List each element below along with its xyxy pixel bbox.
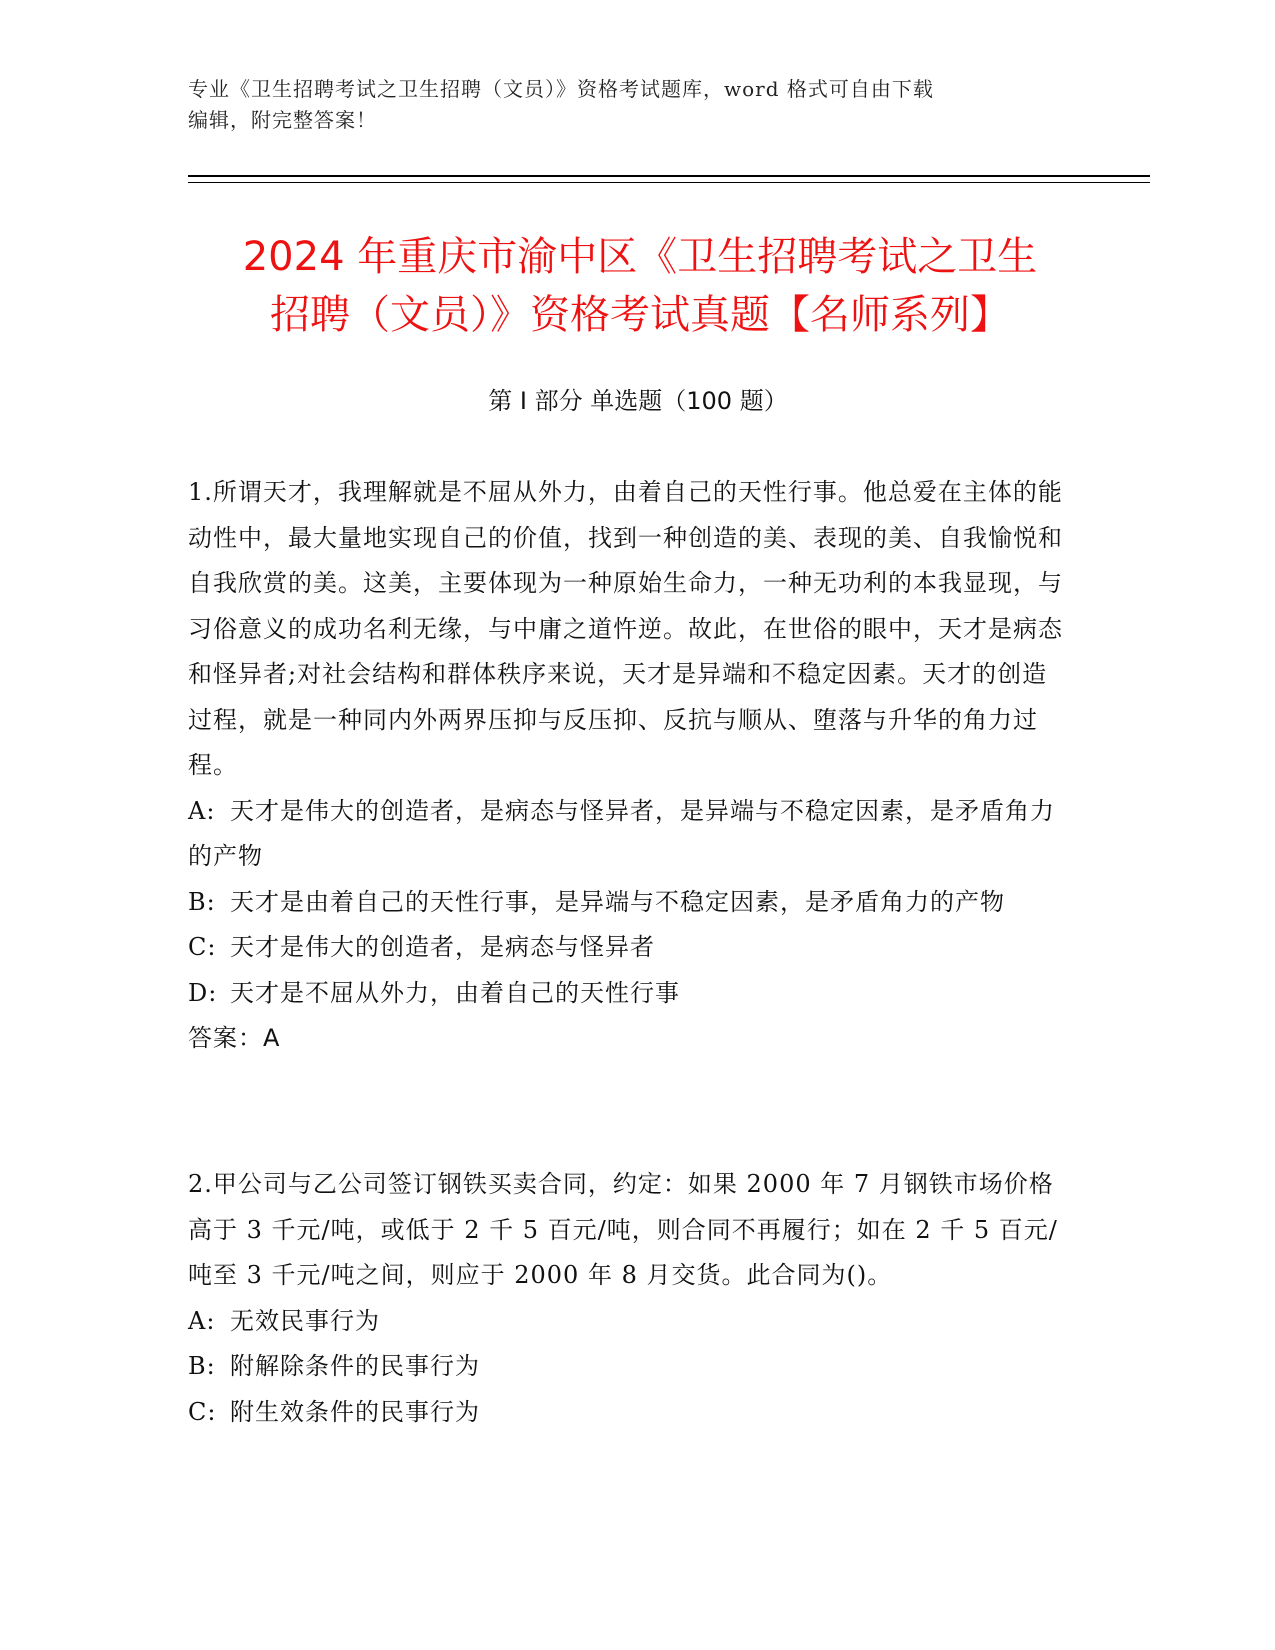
document-title-line-2: 招聘（文员）》资格考试真题【名师系列】	[270, 292, 1010, 338]
answer-line: 答案：A	[188, 1024, 281, 1052]
option-letter: A:	[188, 1306, 216, 1335]
option-c	[188, 925, 1068, 971]
option-text: 无效民事行为	[230, 1306, 380, 1335]
header-note-line-2: 编辑，附完整答案！	[188, 108, 377, 132]
option-text: 天才是由着自己的天性行事，是异端与不稳定因素，是矛盾角力的产物	[230, 887, 1005, 916]
option-text: 附解除条件的民事行为	[230, 1352, 480, 1380]
question-2	[188, 1162, 1068, 1435]
header-note-line-1: 专业《卫生招聘考试之卫生招聘（文员）》资格考试题库，word 格式可自由下载	[188, 77, 934, 101]
section-heading: 第 I 部分 单选题（100 题）	[488, 387, 788, 415]
option-letter: C:	[188, 1397, 217, 1426]
document-title-line-1: 2024 年重庆市渝中区《卫生招聘考试之卫生	[242, 234, 1038, 280]
option-c	[188, 1390, 1068, 1436]
document-title	[190, 228, 1090, 344]
option-letter: B:	[188, 1352, 216, 1380]
option-text: 天才是不屈从外力，由着自己的天性行事	[230, 978, 680, 1007]
header-note	[188, 74, 1088, 136]
option-b	[188, 880, 1068, 926]
option-a	[188, 789, 1068, 880]
question-stem: 1.所谓天才，我理解就是不屈从外力，由着自己的天性行事。他总爱在主体的能动性中，最大量地实现自己的价值，找到一种创造的美、表现的美、自我愉悦和自我欣赏的美。这美，主要体现为一种原始生命力，一种无功利的本我显现，与习俗意义的成功名利无缘，与中庸之道忤逆。故此，在世俗的眼中，天才是病态和怪异者;对社会结构和群体秩序来说，天才是异端和不稳定因素。天才的创造过程，就是一种同内外两界压抑与反压抑、反抗与顺从、堕落与升华的角力过程。	[188, 478, 1063, 779]
option-text: 附生效条件的民事行为	[230, 1397, 480, 1426]
question-1	[188, 470, 1068, 1062]
header-rule-thin	[188, 182, 1150, 183]
option-letter: C:	[188, 933, 217, 961]
option-text: 天才是伟大的创造者，是病态与怪异者，是异端与不稳定因素，是矛盾角力的产物	[188, 796, 1055, 870]
option-a	[188, 1299, 1068, 1345]
option-letter: A:	[188, 796, 216, 825]
option-b	[188, 1344, 1068, 1390]
option-text: 天才是伟大的创造者，是病态与怪异者	[230, 933, 655, 961]
option-d	[188, 971, 1068, 1017]
question-stem: 2.甲公司与乙公司签订钢铁买卖合同，约定：如果 2000 年 7 月钢铁市场价格高于 3 千元/吨，或低于 2 千 5 百元/吨，则合同不再履行；如在 2 千 5 百元/吨至 3 千元/吨之间，则应于 2000 年 8 月交货。此合同为()。	[188, 1170, 1058, 1289]
option-letter: D:	[188, 978, 218, 1007]
header-rule-thick	[188, 175, 1150, 177]
option-letter: B:	[188, 887, 216, 916]
